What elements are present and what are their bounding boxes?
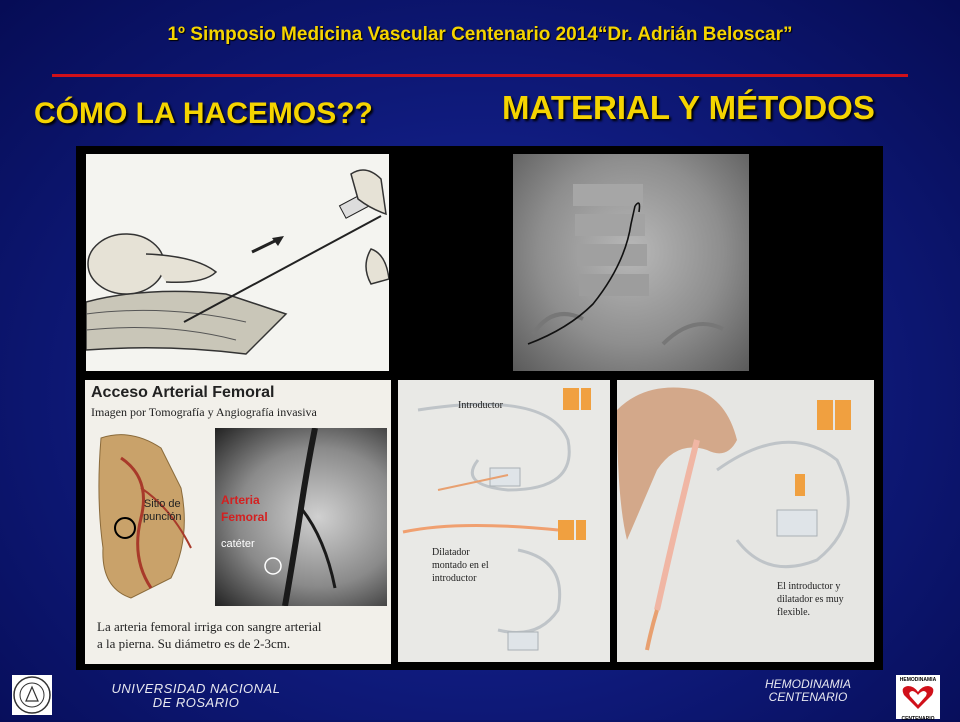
artery-label: [221, 492, 268, 526]
university-seal-logo: [12, 675, 52, 715]
dilatador-line1: Dilatador: [432, 547, 470, 558]
dilatador-label: [432, 546, 489, 585]
introducer-dilator-photo: [398, 380, 610, 662]
puncture-label-line2: punción: [143, 511, 182, 523]
femoral-panel-title: Acceso Arterial Femoral: [91, 384, 275, 401]
university-line1: UNIVERSIDAD NACIONAL: [111, 681, 281, 696]
femoral-panel-subtitle: Imagen por Tomografía y Angiografía invasiva: [91, 405, 317, 419]
heart-icon: [896, 683, 940, 711]
catheter-label: catéter: [221, 538, 255, 550]
flexible-line1: El introductor y: [777, 581, 841, 592]
artery-label-line2: Femoral: [221, 510, 268, 524]
title-divider: [52, 74, 908, 77]
femoral-caption-line1: La arteria femoral irriga con sangre arterial: [97, 619, 322, 634]
university-line2: DE ROSARIO: [152, 695, 240, 710]
flexible-label: [777, 580, 844, 619]
fluoroscopy-image: [513, 154, 749, 371]
needle-insertion-illustration: [86, 154, 389, 371]
introductor-label: Introductor: [458, 400, 503, 411]
unit-line1: HEMODINAMIA: [764, 677, 851, 691]
puncture-label: [143, 498, 182, 524]
section-heading-right: MATERIAL Y MÉTODOS: [502, 89, 875, 126]
conference-title: 1º Simposio Medicina Vascular Centenario 2014“Dr. Adrián Beloscar”: [167, 24, 793, 45]
femoral-caption: [97, 618, 321, 652]
photo-collage: [76, 146, 883, 670]
hemodinamia-logo: [896, 675, 940, 722]
section-heading-left: CÓMO LA HACEMOS??: [34, 97, 373, 130]
hemodinamia-logo-top: HEMODINAMIA: [899, 677, 937, 683]
dilatador-line2: montado en el: [432, 560, 489, 571]
femoral-access-panel: [85, 380, 391, 664]
puncture-label-line1: Sitio de: [143, 498, 181, 510]
unit-line2: CENTENARIO: [768, 690, 848, 704]
artery-label-line1: Arteria: [221, 493, 260, 507]
flexible-sheath-photo: [617, 380, 874, 662]
flexible-line3: flexible.: [777, 607, 811, 618]
university-name: [76, 682, 316, 710]
dilatador-line3: introductor: [432, 573, 477, 584]
femoral-caption-line2: a la pierna. Su diámetro es de 2-3cm.: [97, 636, 291, 651]
unit-name: [728, 678, 888, 704]
hemodinamia-logo-bottom: CENTENARIO: [901, 716, 935, 722]
flexible-line2: dilatador es muy: [777, 594, 844, 605]
